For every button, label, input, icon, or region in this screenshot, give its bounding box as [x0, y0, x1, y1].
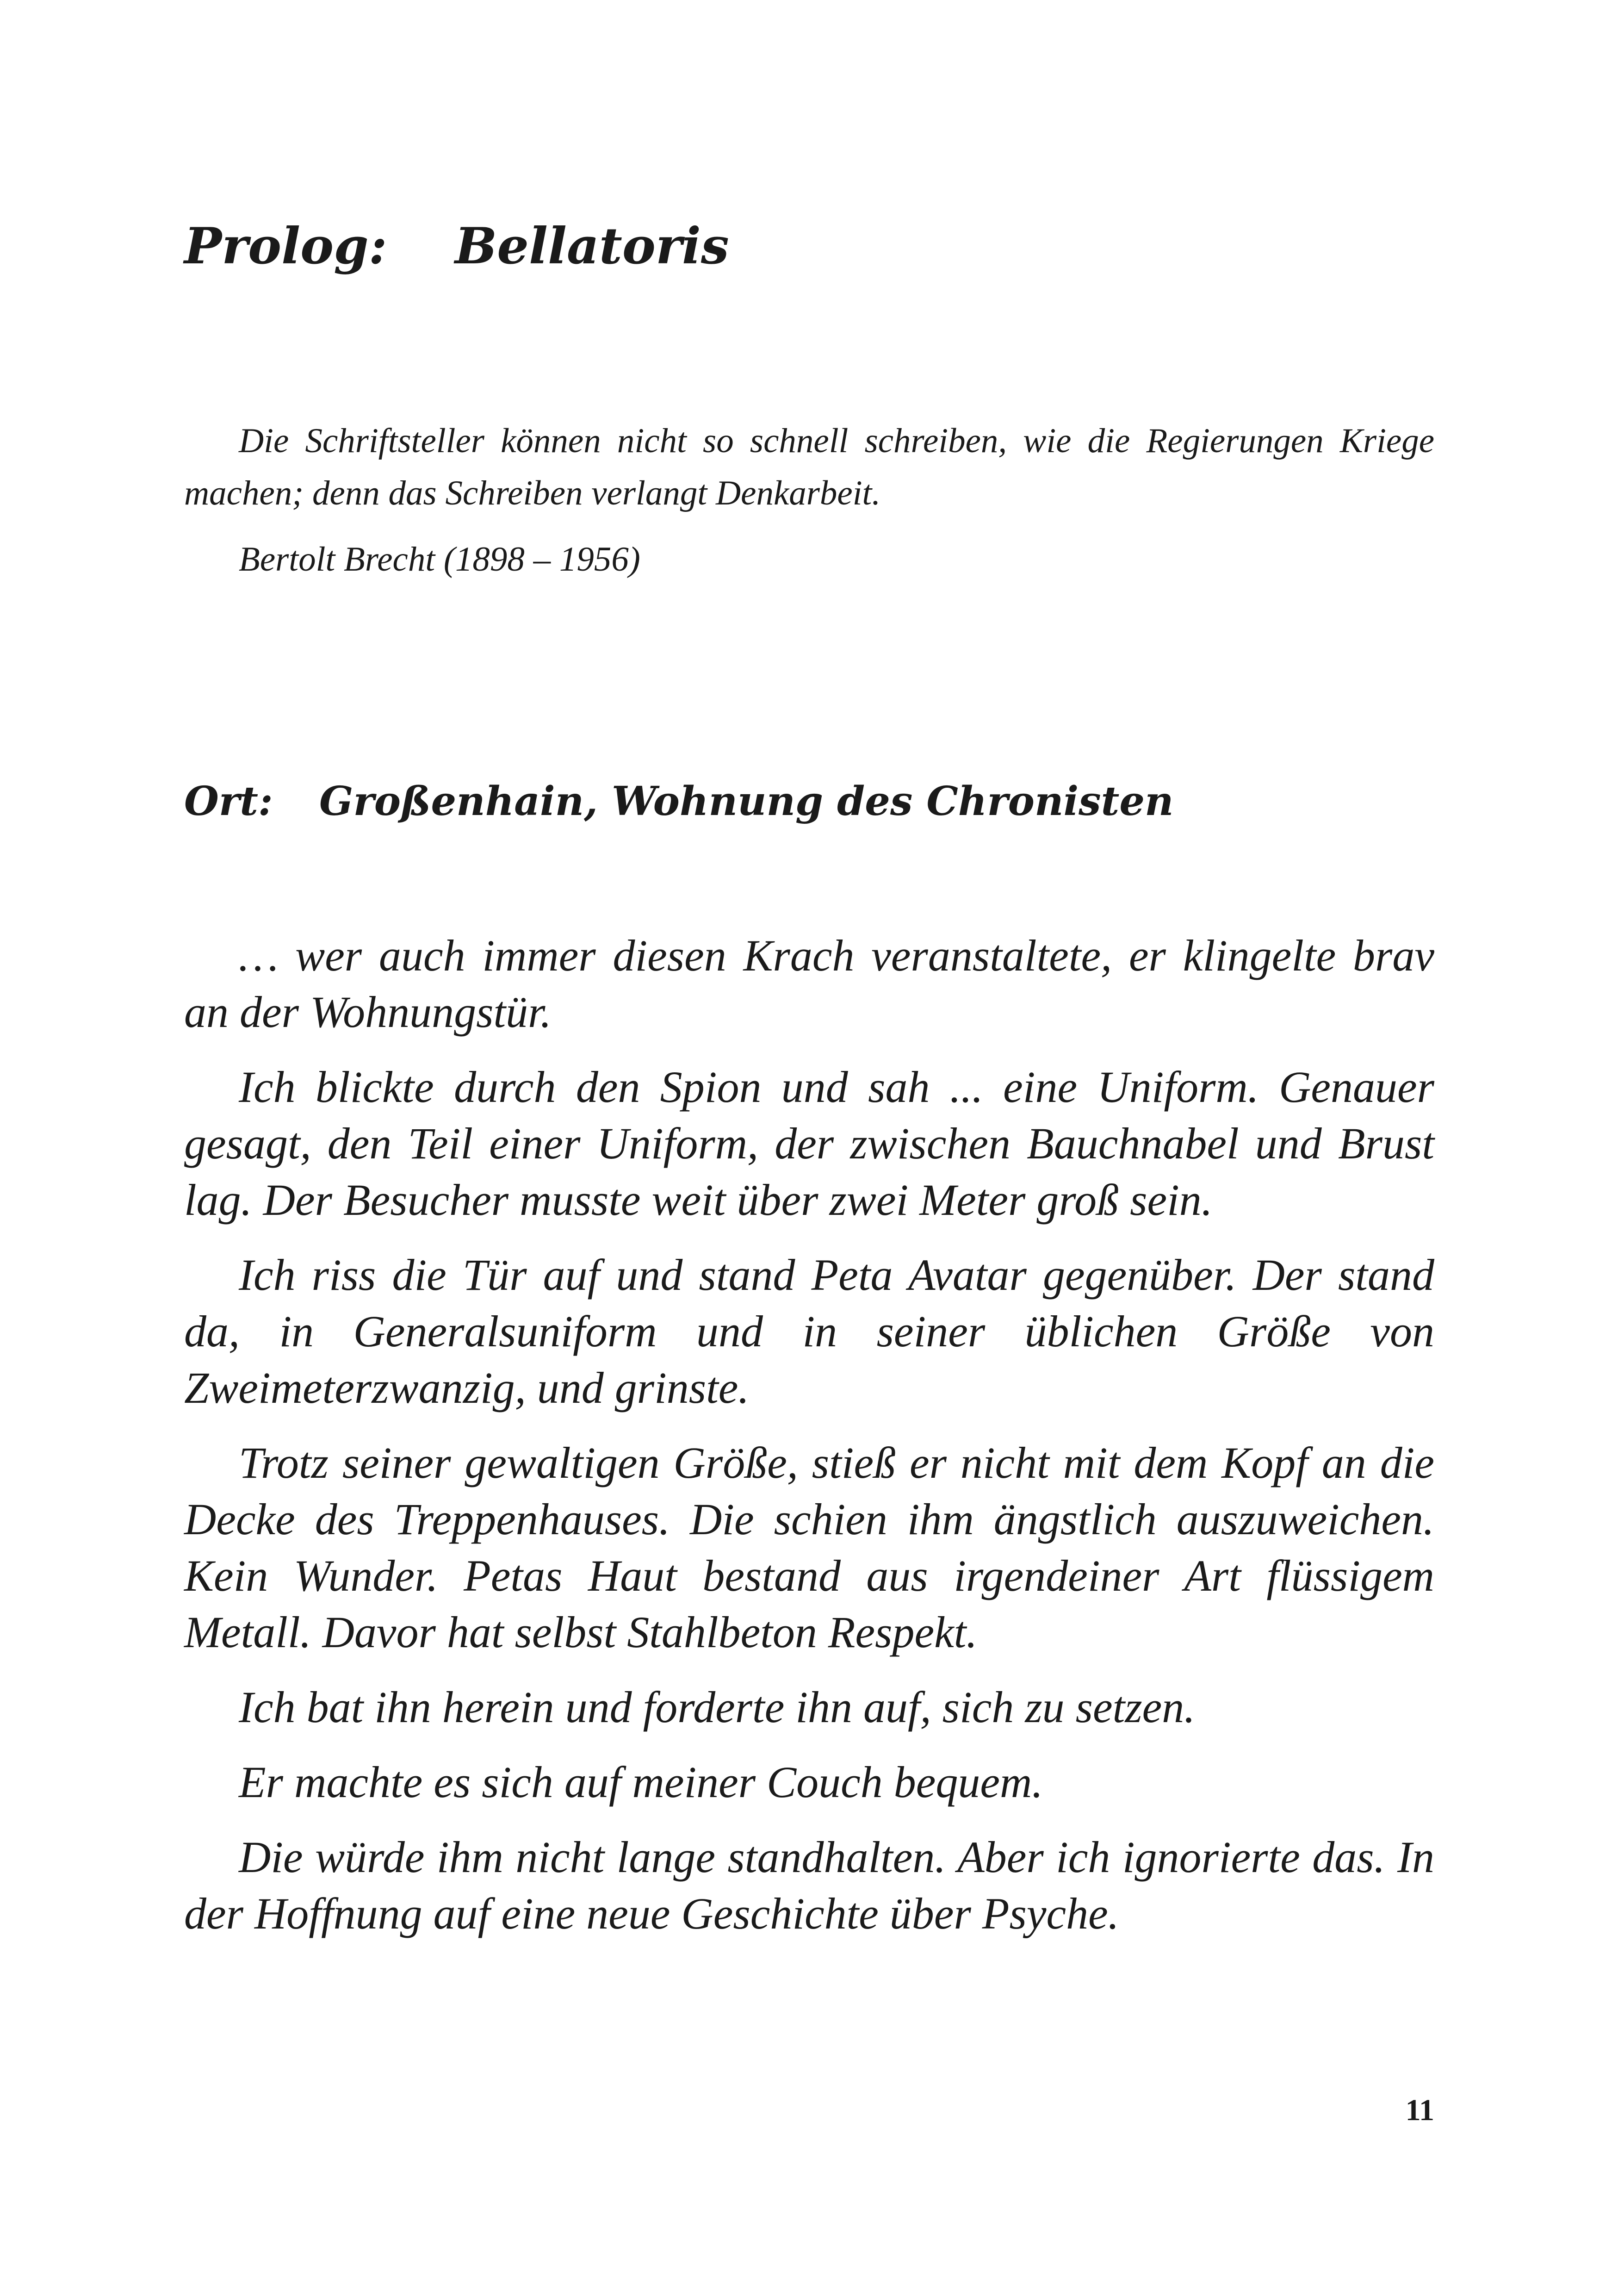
page-number: 11 [1405, 2093, 1434, 2127]
paragraph: Ich bat ihn herein und forderte ihn auf, sich zu setzen. [239, 1682, 1196, 1732]
paragraph: Ich riss die Tür auf und stand Peta Avatar gegenüber. Der stand da, in Generalsuniform und in seiner üblichen Größe von Zweimeterzwanzig, und grinste. [184, 1250, 1434, 1412]
chapter-title: Bellatoris [455, 217, 729, 275]
paragraph: Trotz seiner gewaltigen Größe, stieß er nicht mit dem Kopf an die Decke des Treppenhauses. Die schien ihm ängstlich auszuweichen. Kein Wunder. Petas Haut bestand aus irgendeiner Art flüssigem Metall. Davor hat selbst Stahlbeton Respekt. [184, 1438, 1434, 1657]
chapter-label: Prolog: [184, 217, 387, 275]
paragraph: Er machte es sich auf meiner Couch bequem. [239, 1757, 1043, 1807]
paragraph: Die würde ihm nicht lange standhalten. Aber ich ignorierte das. In der Hoffnung auf eine neue Geschichte über Psyche. [184, 1832, 1434, 1938]
location-label: Ort: [184, 778, 273, 825]
paragraph: Ich blickte durch den Spion und sah ... eine Uniform. Genauer gesagt, den Teil einer Uniform, der zwischen Bauchnabel und Brust lag. Der Besucher musste weit über zwei Meter groß sein. [184, 1062, 1434, 1225]
epigraph-author: Bertolt Brecht (1898 – 1956) [239, 540, 640, 579]
epigraph-quote: Die Schriftsteller können nicht so schnell schreiben, wie die Regierungen Kriege machen; denn das Schreiben verlangt Denkarbeit. [184, 422, 1434, 512]
body-text [184, 927, 1434, 1960]
location-title: Großenhain, Wohnung des Chronisten [319, 778, 1174, 825]
paragraph: … wer auch immer diesen Krach veranstaltete, er klingelte brav an der Wohnungstür. [184, 931, 1434, 1037]
